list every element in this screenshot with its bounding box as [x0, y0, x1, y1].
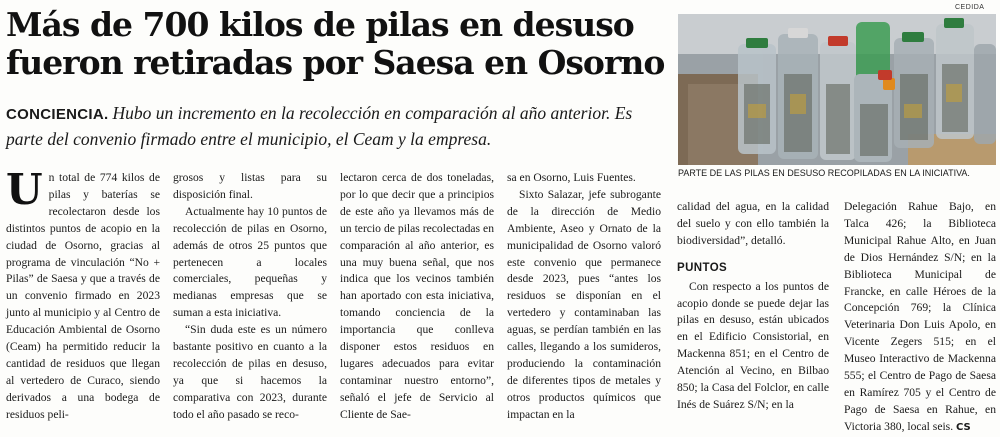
body-text-col4-p1: sa en Osorno, Luis Fuentes.	[507, 171, 636, 184]
body-text-col2-p3: “Sin duda este es un número bastante positivo en cuanto a la recolección de pilas en desuso, ya que si hacemos la comparativa con 2023, durante todo el año pasado se reco-	[173, 323, 327, 421]
section-subhead: PUNTOS	[677, 261, 728, 274]
body-column-2	[173, 170, 327, 424]
body-text-col1: n total de 774 kilos de pilas y baterías se recolectaron desde los distintos puntos de acopio en la ciudad de Osorno, gracias al programa de vinculación “No + Pilas” de Saesa y que a través de un convenio firmado en 2023 junto al municipio y al Centro de Educación Ambiental de Osorno (Ceam) ha permitido reducir la cantidad de residuos que llegan al vertedero de Curaco, siendo derivados a una bodega de residuos peli-	[6, 171, 160, 421]
end-mark: CS	[956, 421, 971, 433]
lead-kicker: CONCIENCIA.	[6, 106, 109, 123]
batteries-photo	[678, 14, 996, 165]
body-column-6	[844, 199, 996, 437]
body-column-4	[507, 170, 661, 424]
body-text-col2-p2: Actualmente hay 10 puntos de recolección de pilas en Osorno, además de otros 25 puntos que pertenecen a locales comerciales, pequeñas y medianas empresas que se suman a esta iniciativa.	[173, 204, 327, 320]
lead-text: Hubo un incremento en la recolección en comparación al año anterior. Es parte del convenio firmado entre el municipio, el Ceam y la empresa.	[6, 103, 633, 149]
photo-credit: CEDIDA	[955, 4, 985, 11]
body-text-col5-p2: Con respecto a los puntos de acopio donde se puede dejar las pilas en desuso, están ubicados en el Edificio Consistorial, en Mackenna 851; en el Centro de Atención al Vecino, en Bilbao 850; la Casa del Folclor, en calle Inés de Suárez S/N; en la	[677, 279, 829, 411]
body-column-3	[340, 170, 494, 424]
body-column-1	[6, 165, 160, 424]
headline: Más de 700 kilos de pilas en desuso fueron retiradas por Saesa en Osorno	[6, 5, 665, 82]
battery-bottles-illustration	[678, 14, 996, 165]
drop-cap: U	[6, 165, 43, 214]
body-text-col6: Delegación Rahue Bajo, en Talca 426; la Biblioteca Municipal Rahue Alto, en Juan de Dios Hernández S/N; en la Biblioteca Municipal de Francke, en calle Héroes de la Concepción 769; la Clínica Veterinaria Don Luis Apolo, en Vicente Zegers 515; en el Museo Interactivo de Mackenna 555; el Centro de Pago de Saesa en Ramírez 705 y el Centro de Pago de Saesa en Rahue, en Victoria 380, local seis.	[844, 200, 996, 433]
body-text-col2-p1: grosos y listas para su disposición final.	[173, 171, 327, 201]
body-column-5	[677, 199, 829, 414]
body-text-col4-p2: Sixto Salazar, jefe subrogante de la dirección de Medio Ambiente, Aseo y Ornato de la municipalidad de Osorno valoró este convenio que permanece desde 2023, pues “antes los residuos se disponían en el vertedero y contaminaban las aguas, se perdían también en las calles, llegando a los sumideros, produciendo la contaminación de diferentes tipos de metales y otros productos químicos que impactan en la	[507, 187, 661, 421]
body-text-col5-p1: calidad del agua, en la calidad del suelo y con ello también la biodiversidad”, detalló.	[677, 200, 829, 247]
lead-paragraph	[6, 101, 666, 151]
body-text-col3: lectaron cerca de dos toneladas, por lo que decir que a principios de este año ya llevamos más de un tercio de pilas recolectadas en comparación al año anterior, es una muy buena señal, que nos indica que los vecinos también han aportado con esta iniciativa, tomando conciencia de la importancia que conlleva disponer estos residuos en lugares adecuados para evitar contaminar nuestro entorno”, señaló el jefe de Servicio al Cliente de Sae-	[340, 171, 494, 421]
photo-caption: PARTE DE LAS PILAS EN DESUSO RECOPILADAS EN LA INICIATIVA.	[678, 168, 970, 178]
